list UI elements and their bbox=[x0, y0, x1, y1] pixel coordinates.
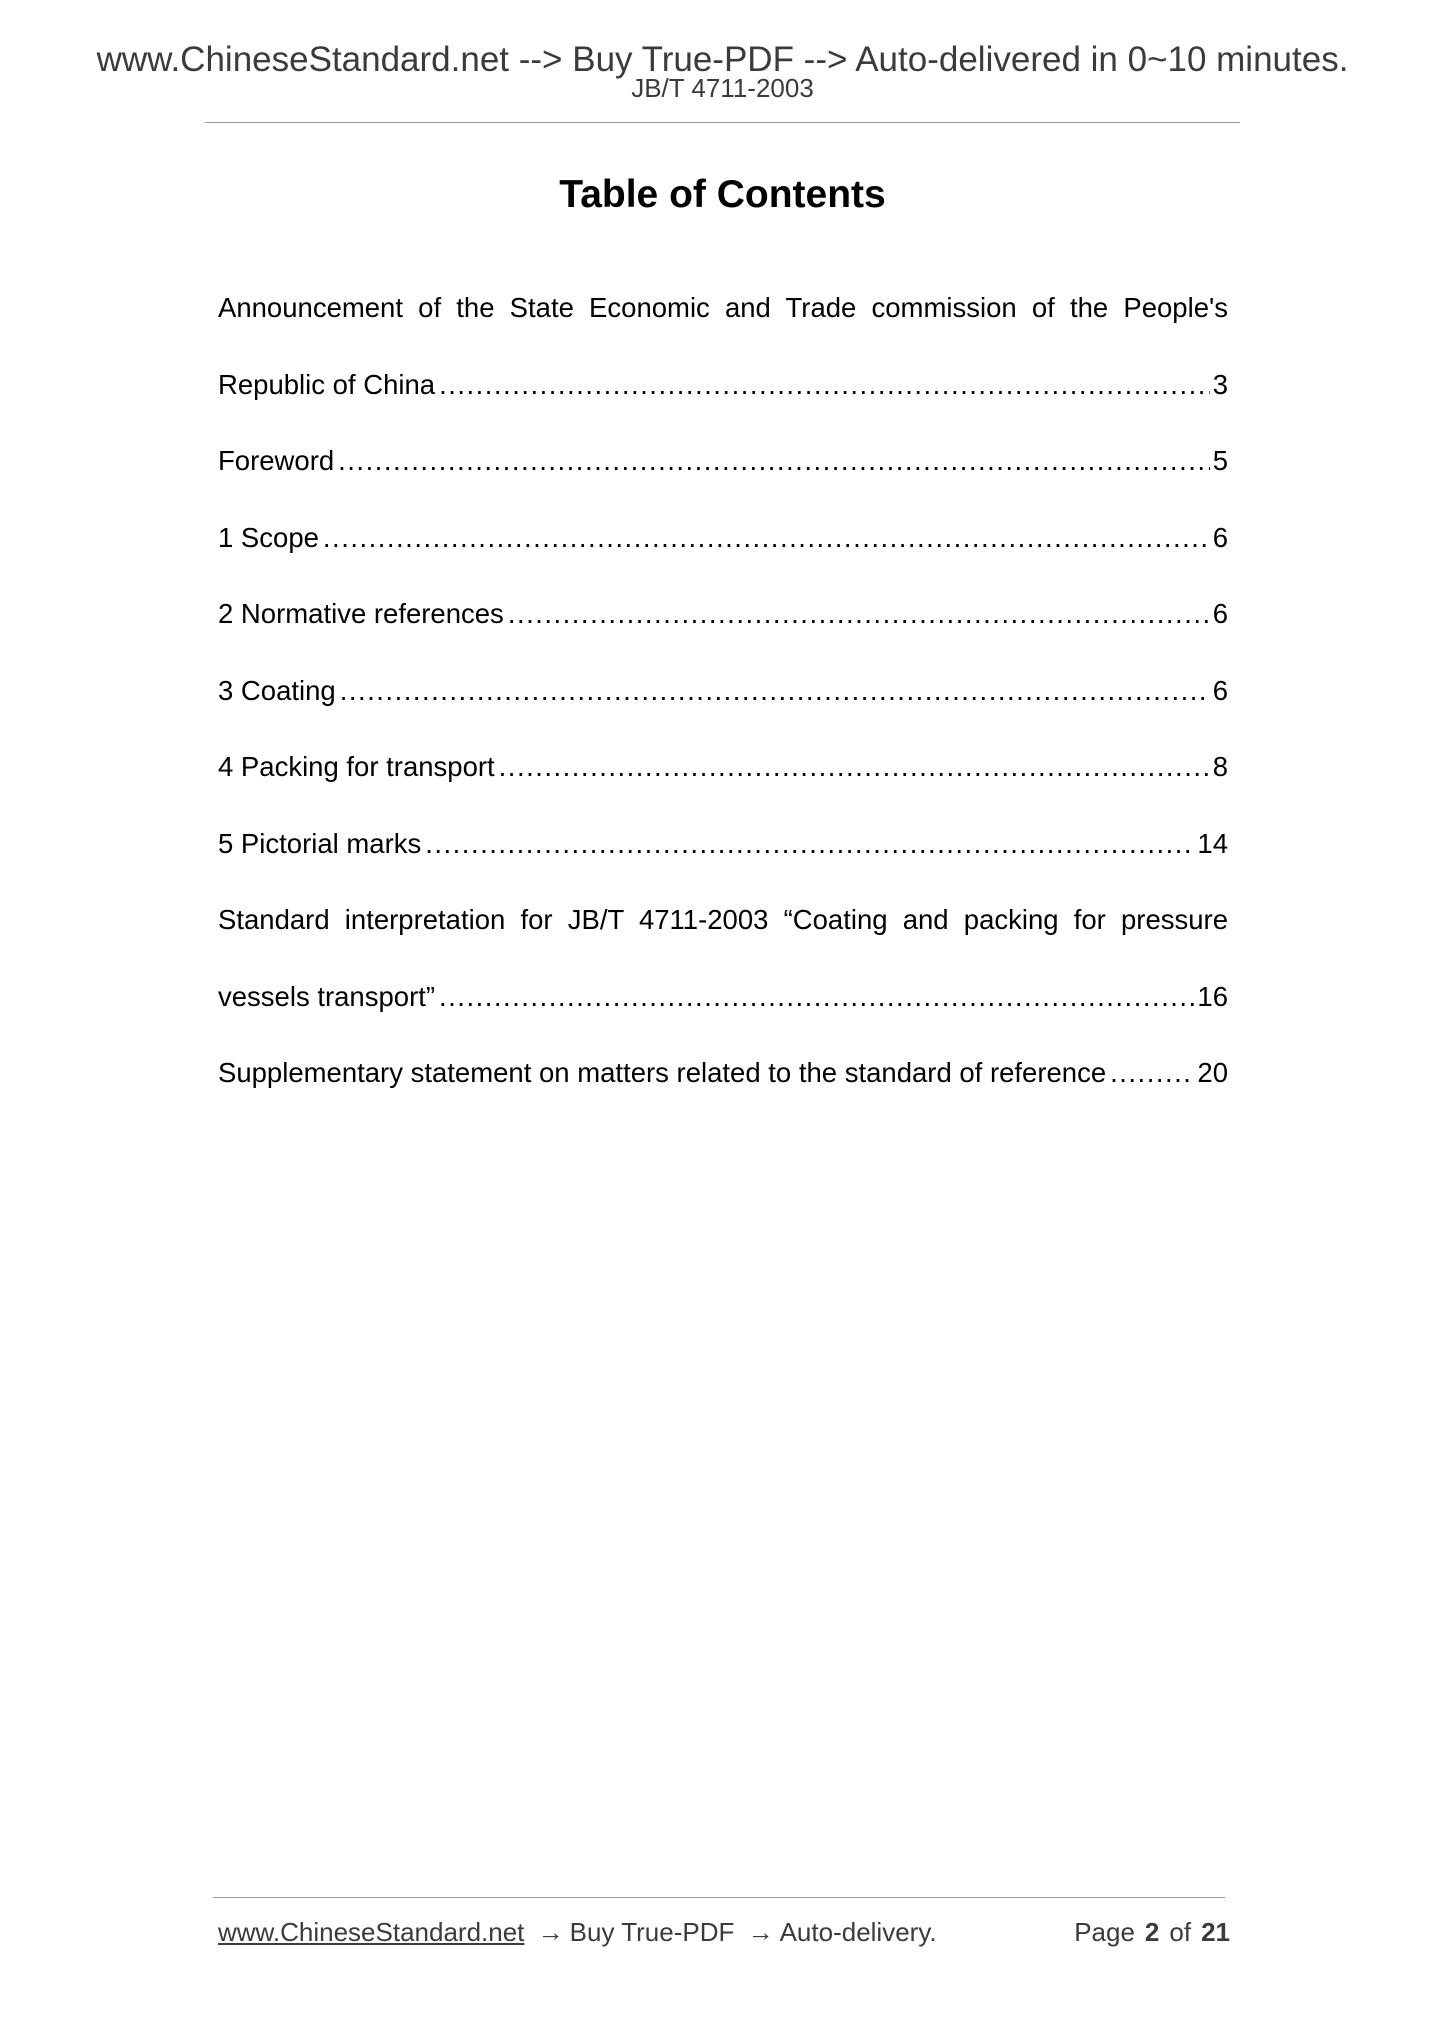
total-page-count: 21 bbox=[1201, 1917, 1230, 1947]
site-banner: www.ChineseStandard.net --> Buy True-PDF --> Auto-delivered in 0~10 minutes. bbox=[96, 40, 1349, 79]
toc-entry-label: Standard interpretation for JB/T 4711-2003 “Coating and packing for pressure bbox=[218, 904, 1228, 935]
toc-dot-leader bbox=[340, 665, 1210, 717]
toc-dot-leader bbox=[323, 512, 1210, 564]
page-footer bbox=[218, 1912, 1230, 1952]
toc-entry-page: 6 bbox=[1212, 598, 1228, 629]
toc-entry-standard-interpretation-line1[interactable] bbox=[218, 894, 1228, 971]
document-code: JB/T 4711-2003 bbox=[631, 73, 814, 103]
toc-dot-leader bbox=[1110, 1047, 1194, 1099]
buy-true-pdf-text: Buy True-PDF bbox=[569, 1917, 735, 1947]
footer-divider bbox=[213, 1897, 1225, 1898]
auto-delivery-text: Auto-delivery. bbox=[779, 1917, 937, 1947]
toc-dot-leader bbox=[439, 971, 1194, 1023]
header-divider bbox=[205, 122, 1240, 123]
toc-title: Table of Contents bbox=[559, 173, 886, 216]
toc-entry-page: 8 bbox=[1212, 751, 1228, 782]
toc-dot-leader bbox=[508, 588, 1210, 640]
toc-entry-page: 3 bbox=[1212, 368, 1228, 400]
toc-entry-label: 2 Normative references bbox=[218, 598, 504, 629]
arrow-right-icon: → bbox=[537, 1917, 564, 1947]
toc-entry-announcement[interactable] bbox=[218, 359, 1228, 436]
toc-entry-label: Supplementary statement on matters related to the standard of reference bbox=[218, 1057, 1107, 1088]
toc-entry-scope[interactable] bbox=[218, 512, 1228, 589]
toc-dot-leader bbox=[338, 435, 1210, 487]
toc-entry-label: 1 Scope bbox=[218, 521, 319, 553]
toc-entry-page: 20 bbox=[1197, 1057, 1228, 1088]
arrow-right-icon: → bbox=[747, 1917, 774, 1947]
toc-dot-leader bbox=[439, 359, 1210, 411]
toc-entry-coating[interactable] bbox=[218, 665, 1228, 742]
toc-entry-foreword[interactable] bbox=[218, 435, 1228, 512]
toc-list bbox=[218, 282, 1228, 1124]
toc-entry-label: 4 Packing for transport bbox=[218, 751, 495, 782]
toc-entry-page: 5 bbox=[1212, 445, 1228, 476]
page-number-indicator bbox=[1074, 1912, 1230, 1952]
toc-entry-label: 3 Coating bbox=[218, 674, 336, 706]
toc-entry-packing-for-transport[interactable] bbox=[218, 741, 1228, 818]
toc-entry-page: 6 bbox=[1212, 674, 1228, 706]
toc-entry-announcement-line1[interactable] bbox=[218, 282, 1228, 359]
toc-entry-standard-interpretation[interactable] bbox=[218, 971, 1228, 1048]
toc-entry-label: Republic of China bbox=[218, 368, 436, 400]
toc-dot-leader bbox=[425, 818, 1194, 870]
toc-entry-label: 5 Pictorial marks bbox=[218, 827, 422, 859]
toc-entry-pictorial-marks[interactable] bbox=[218, 818, 1228, 895]
toc-entry-page: 6 bbox=[1212, 521, 1228, 553]
toc-entry-page: 14 bbox=[1197, 827, 1228, 859]
current-page-number: 2 bbox=[1144, 1917, 1160, 1947]
toc-dot-leader bbox=[499, 741, 1210, 793]
of-word: of bbox=[1169, 1917, 1192, 1947]
toc-entry-page: 16 bbox=[1197, 980, 1228, 1012]
toc-entry-label: Foreword bbox=[218, 445, 335, 476]
toc-entry-label: vessels transport” bbox=[218, 980, 436, 1012]
site-link[interactable]: www.ChineseStandard.net bbox=[218, 1917, 525, 1947]
page-word: Page bbox=[1074, 1917, 1135, 1947]
toc-entry-supplementary-statement[interactable] bbox=[218, 1047, 1228, 1124]
toc-entry-normative-references[interactable] bbox=[218, 588, 1228, 665]
toc-entry-label: Announcement of the State Economic and Trade commission of the People's bbox=[218, 292, 1228, 323]
